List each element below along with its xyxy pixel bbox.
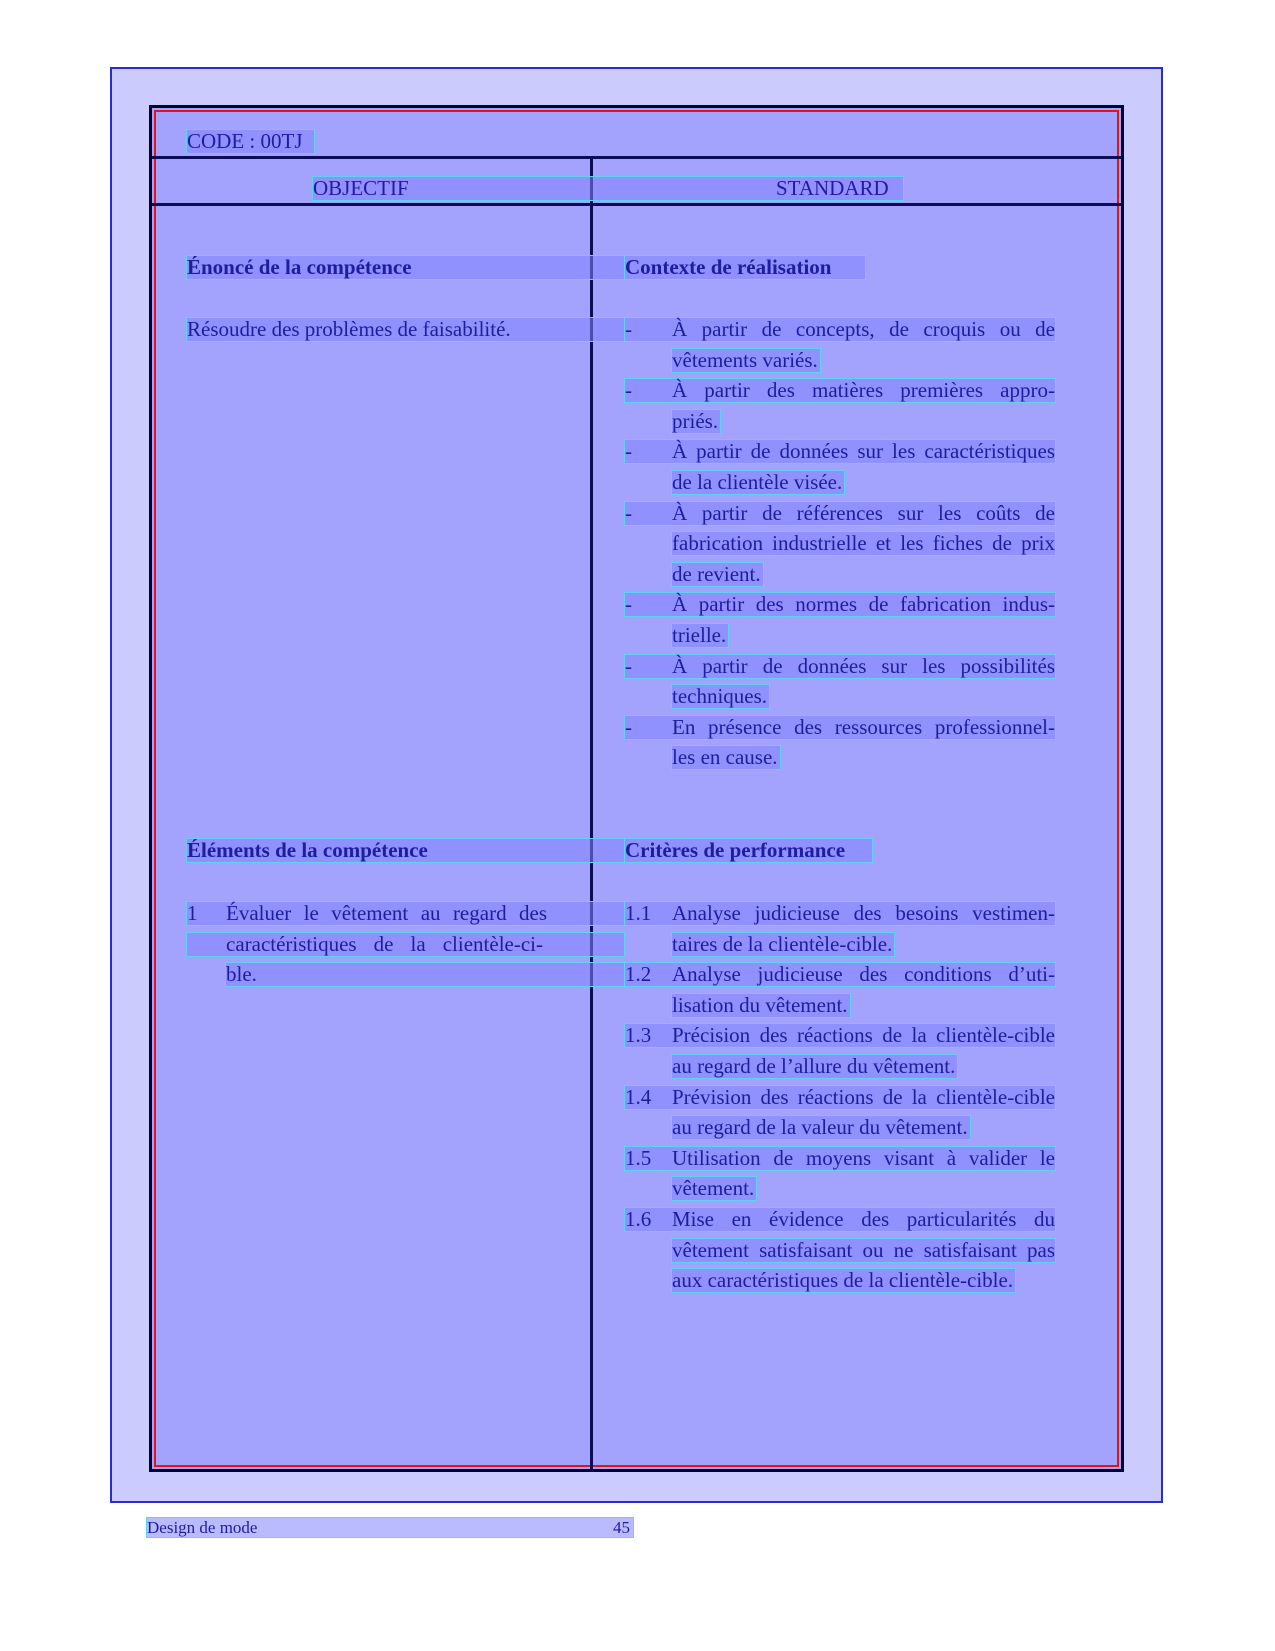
contexte-item-line <box>625 655 1055 678</box>
criteres-title: Critères de performance <box>625 839 872 862</box>
list-item-text: Mise en évidence des particularités du <box>672 1207 1055 1231</box>
elements-title: Éléments de la compétence <box>187 839 624 862</box>
column-header-standard: STANDARD <box>776 176 889 200</box>
table-inner-border <box>154 110 1119 1467</box>
list-marker: 1.3 <box>625 1023 652 1047</box>
criteres-item-line <box>672 1269 1015 1292</box>
list-item-text: À partir de données sur les possibilités <box>672 654 1055 678</box>
contexte-item-line <box>672 410 720 433</box>
element-text-line: Évaluer le vêtement au regard des <box>226 901 547 925</box>
code-label: CODE : 00TJ <box>187 130 314 153</box>
list-item-text: Analyse judicieuse des besoins vestimen- <box>672 901 1055 925</box>
list-item-text: vêtement. <box>672 1176 755 1200</box>
page-footer <box>147 1518 633 1537</box>
element-line-1 <box>187 902 624 925</box>
list-item-text: À partir de références sur les coûts de <box>672 501 1055 525</box>
contexte-item-line <box>672 624 728 647</box>
list-item-text: priés. <box>672 409 719 433</box>
contexte-item-line <box>625 716 1055 739</box>
list-item-text: À partir des matières premières appro- <box>672 378 1055 402</box>
list-marker: - <box>625 715 632 739</box>
list-item-text: les en cause. <box>672 745 778 769</box>
list-marker: - <box>625 654 632 678</box>
list-marker: 1.2 <box>625 962 652 986</box>
criteres-item-line <box>672 933 894 956</box>
competence-table <box>149 105 1124 1472</box>
list-item-text: Utilisation de moyens visant à valider le <box>672 1146 1055 1170</box>
column-divider <box>590 156 593 1469</box>
header-divider <box>152 156 1121 159</box>
list-item-text: Analyse judicieuse des conditions d’uti- <box>672 962 1055 986</box>
criteres-item-line <box>672 1055 957 1078</box>
contexte-item-line <box>625 502 1055 525</box>
list-item-text: vêtements variés. <box>672 348 818 372</box>
list-item-text: Prévision des réactions de la clientèle-cible <box>672 1085 1055 1109</box>
criteres-item-line <box>625 1147 1055 1170</box>
list-item-text: taires de la clientèle-cible. <box>672 932 893 956</box>
element-line-3: ble. <box>226 963 624 986</box>
criteres-item-line <box>625 1086 1055 1109</box>
contexte-item-line <box>672 746 780 769</box>
list-item-text: À partir de données sur les caractéristiques <box>672 439 1055 463</box>
element-line-2 <box>187 933 624 956</box>
page-number: 45 <box>613 1518 630 1537</box>
contexte-item-line <box>672 349 820 372</box>
contexte-item-line <box>625 440 1055 463</box>
list-item-text: au regard de la valeur du vêtement. <box>672 1115 968 1139</box>
columns-header-divider <box>152 203 1121 206</box>
list-item-text: de revient. <box>672 562 761 586</box>
enonce-text: Résoudre des problèmes de faisabilité. <box>187 318 624 341</box>
list-marker: 1.4 <box>625 1085 652 1109</box>
list-item-text: vêtement satisfaisant ou ne satisfaisant pas <box>672 1238 1055 1262</box>
criteres-item-line <box>672 994 850 1017</box>
criteres-item-line <box>625 1024 1055 1047</box>
list-item-text: trielle. <box>672 623 727 647</box>
contexte-item-line <box>625 379 1055 402</box>
list-item-text: Précision des réactions de la clientèle-cible <box>672 1023 1055 1047</box>
list-item-text: À partir des normes de fabrication indus- <box>672 592 1055 616</box>
criteres-item-line <box>672 1177 756 1200</box>
contexte-item-line <box>672 685 769 708</box>
list-item-text: lisation du vêtement. <box>672 993 848 1017</box>
list-marker: - <box>625 592 632 616</box>
criteres-item-line <box>625 902 1055 925</box>
element-number: 1 <box>187 901 198 925</box>
list-item-text: fabrication industrielle et les fiches de prix <box>672 531 1055 555</box>
contexte-item-line <box>672 563 763 586</box>
criteres-item-line <box>625 1208 1055 1231</box>
enonce-title: Énoncé de la compétence <box>187 256 624 279</box>
list-item-text: au regard de l’allure du vêtement. <box>672 1054 956 1078</box>
contexte-title: Contexte de réalisation <box>625 256 865 279</box>
list-marker: - <box>625 317 632 341</box>
list-item-text: En présence des ressources professionnel- <box>672 715 1055 739</box>
list-marker: 1.1 <box>625 901 652 925</box>
list-marker: 1.5 <box>625 1146 652 1170</box>
list-marker: - <box>625 439 632 463</box>
criteres-item-line <box>625 963 1055 986</box>
list-item-text: aux caractéristiques de la clientèle-cible. <box>672 1268 1014 1292</box>
contexte-item-line <box>625 318 1055 341</box>
element-text-line: caractéristiques de la clientèle-ci- <box>226 932 543 956</box>
criteres-item-line <box>672 1116 970 1139</box>
list-marker: - <box>625 378 632 402</box>
contexte-item-line <box>625 593 1055 616</box>
list-item-text: techniques. <box>672 684 768 708</box>
contexte-item-line <box>672 471 844 494</box>
footer-title: Design de mode <box>147 1518 258 1537</box>
contexte-item-line <box>672 532 1055 555</box>
list-marker: 1.6 <box>625 1207 652 1231</box>
list-item-text: À partir de concepts, de croquis ou de <box>672 317 1055 341</box>
list-item-text: de la clientèle visée. <box>672 470 843 494</box>
column-header-objectif: OBJECTIF <box>313 176 409 200</box>
column-header-row <box>313 177 903 200</box>
criteres-item-line <box>672 1239 1055 1262</box>
list-marker: - <box>625 501 632 525</box>
